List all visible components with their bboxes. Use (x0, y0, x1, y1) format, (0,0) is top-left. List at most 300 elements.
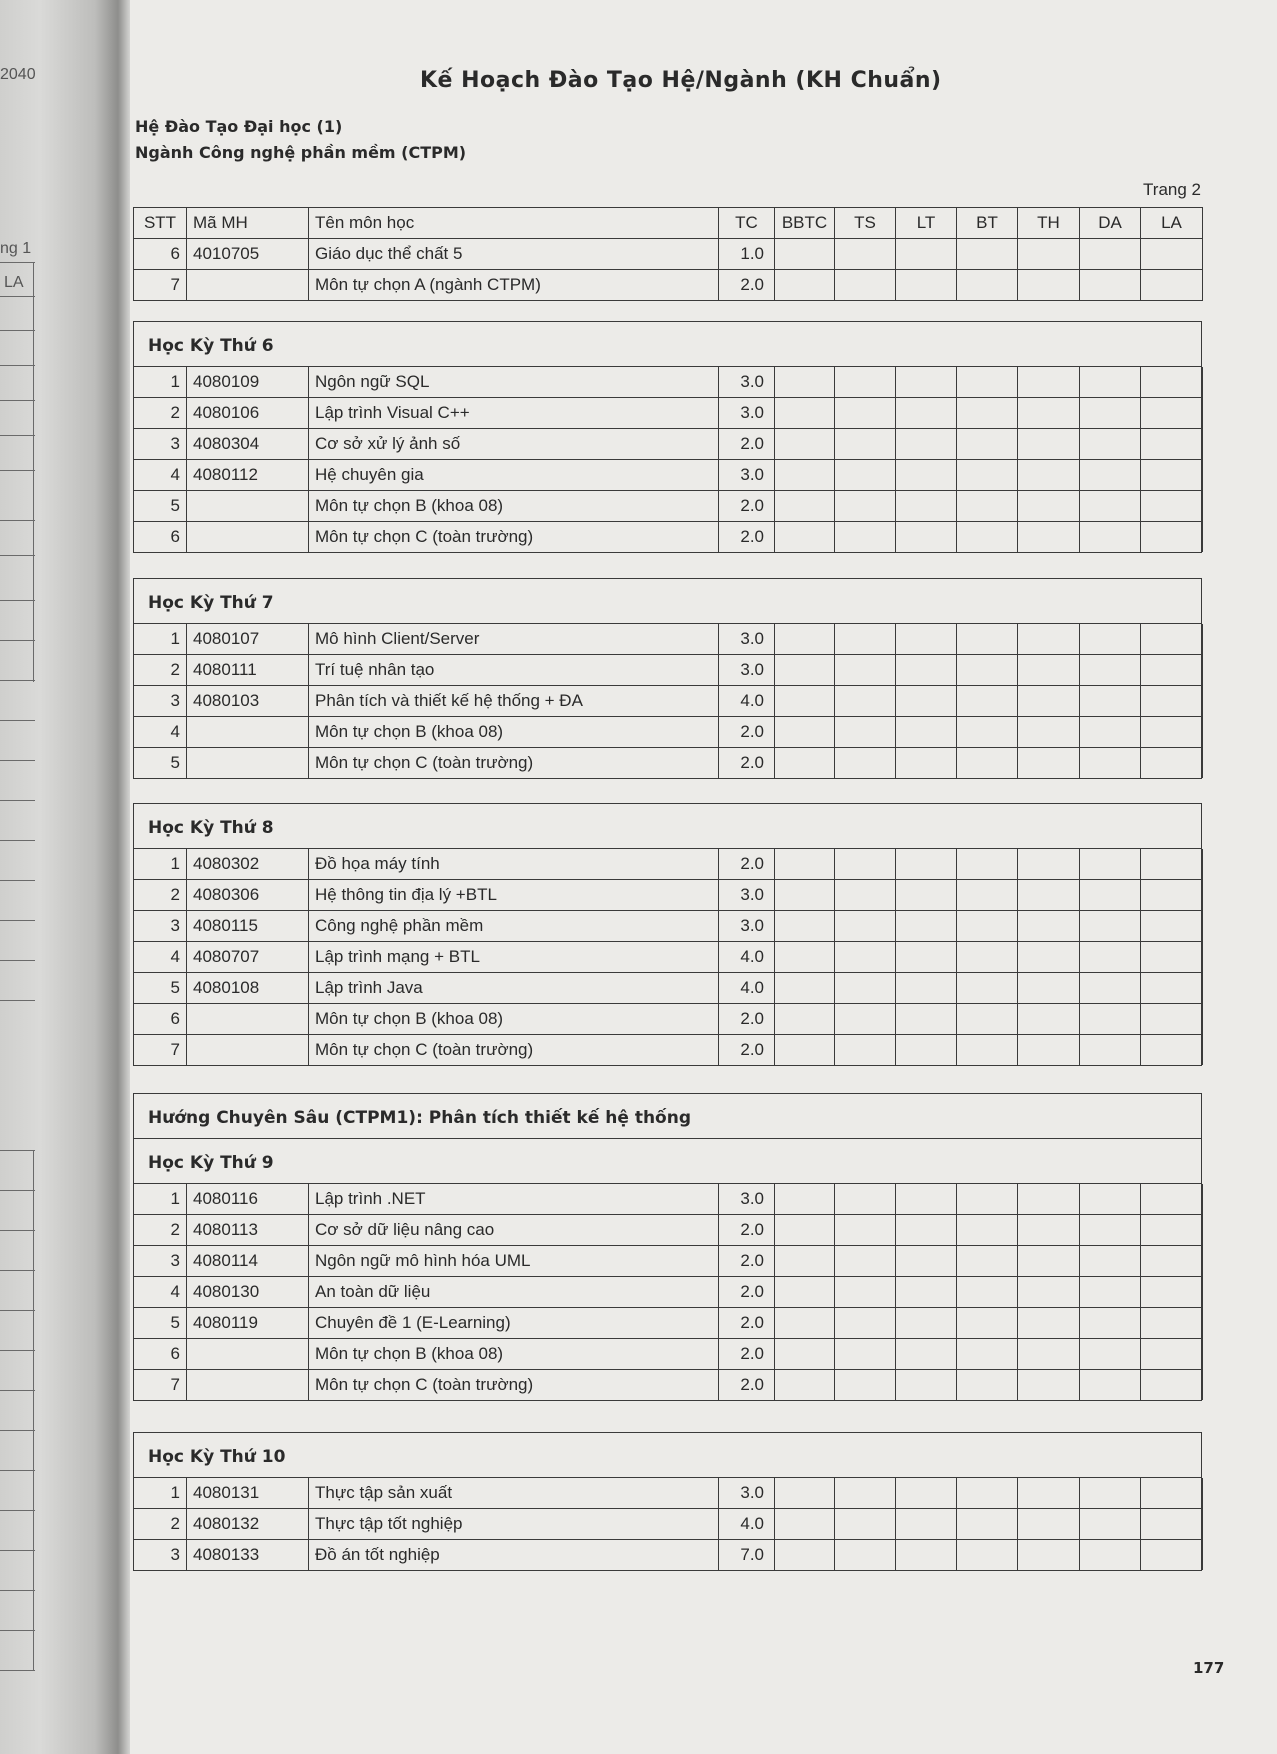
th-cell (1018, 624, 1080, 655)
credits: 2.0 (719, 1339, 775, 1370)
course-name: Đồ họa máy tính (309, 849, 719, 880)
course-row (134, 973, 1203, 1004)
course-code: 4080116 (187, 1184, 309, 1215)
bt-cell (957, 460, 1018, 491)
course-row (134, 1035, 1203, 1066)
course-table (133, 849, 1203, 1065)
credits: 2.0 (719, 270, 775, 301)
da-cell (1080, 1509, 1141, 1540)
bt-cell (957, 849, 1018, 880)
bbtc-cell (775, 1308, 835, 1339)
course-code: 4080306 (187, 880, 309, 911)
course-name: Môn tự chọn B (khoa 08) (309, 717, 719, 748)
row-number: 1 (134, 367, 187, 398)
course-row (134, 942, 1203, 973)
course-code: 4080108 (187, 973, 309, 1004)
semester-title: Học Kỳ Thứ 10 (134, 1433, 1201, 1478)
course-name: Mô hình Client/Server (309, 624, 719, 655)
la-cell (1141, 911, 1203, 942)
bt-cell (957, 717, 1018, 748)
bt-cell (957, 686, 1018, 717)
th-cell (1018, 717, 1080, 748)
bbtc-cell (775, 460, 835, 491)
la-cell (1141, 748, 1203, 779)
row-number: 7 (134, 1035, 187, 1066)
course-code: 4080304 (187, 429, 309, 460)
column-header: TH (1018, 208, 1080, 239)
bbtc-cell (775, 1004, 835, 1035)
course-code (187, 748, 309, 779)
th-cell (1018, 429, 1080, 460)
da-cell (1080, 1277, 1141, 1308)
semester-title: Học Kỳ Thứ 8 (134, 804, 1201, 849)
lt-cell (896, 1277, 957, 1308)
bt-cell (957, 911, 1018, 942)
th-cell (1018, 1184, 1080, 1215)
ts-cell (835, 1246, 896, 1277)
credits: 2.0 (719, 1004, 775, 1035)
la-cell (1141, 1370, 1203, 1401)
specialization-title: Hướng Chuyên Sâu (CTPM1): Phân tích thiết kế hệ thống (134, 1094, 1201, 1139)
course-code (187, 1370, 309, 1401)
ts-cell (835, 491, 896, 522)
bt-cell (957, 491, 1018, 522)
lt-cell (896, 1478, 957, 1509)
bt-cell (957, 1246, 1018, 1277)
row-number: 5 (134, 491, 187, 522)
credits: 2.0 (719, 717, 775, 748)
bt-cell (957, 973, 1018, 1004)
th-cell (1018, 398, 1080, 429)
course-name: Giáo dục thể chất 5 (309, 239, 719, 270)
da-cell (1080, 686, 1141, 717)
course-name: Trí tuệ nhân tạo (309, 655, 719, 686)
da-cell (1080, 911, 1141, 942)
column-header-row (134, 208, 1203, 239)
da-cell (1080, 1540, 1141, 1571)
course-name: Lập trình .NET (309, 1184, 719, 1215)
da-cell (1080, 1370, 1141, 1401)
ts-cell (835, 748, 896, 779)
course-row (134, 1478, 1203, 1509)
th-cell (1018, 973, 1080, 1004)
course-row (134, 748, 1203, 779)
credits: 3.0 (719, 911, 775, 942)
bt-cell (957, 239, 1018, 270)
course-code: 4080119 (187, 1308, 309, 1339)
bbtc-cell (775, 973, 835, 1004)
la-cell (1141, 655, 1203, 686)
lt-cell (896, 1246, 957, 1277)
course-row (134, 1215, 1203, 1246)
course-name: An toàn dữ liệu (309, 1277, 719, 1308)
bt-cell (957, 748, 1018, 779)
bbtc-cell (775, 1540, 835, 1571)
course-code: 4010705 (187, 239, 309, 270)
th-cell (1018, 911, 1080, 942)
th-cell (1018, 491, 1080, 522)
ts-cell (835, 239, 896, 270)
lt-cell (896, 1215, 957, 1246)
semester-8-section (133, 803, 1202, 1066)
da-cell (1080, 880, 1141, 911)
bbtc-cell (775, 942, 835, 973)
credits: 2.0 (719, 522, 775, 553)
bbtc-cell (775, 522, 835, 553)
course-name: Lập trình Java (309, 973, 719, 1004)
lt-cell (896, 849, 957, 880)
bt-cell (957, 1540, 1018, 1571)
course-name: Thực tập tốt nghiệp (309, 1509, 719, 1540)
ts-cell (835, 973, 896, 1004)
bbtc-cell (775, 367, 835, 398)
ts-cell (835, 1215, 896, 1246)
la-cell (1141, 367, 1203, 398)
ts-cell (835, 1277, 896, 1308)
bbtc-cell (775, 624, 835, 655)
row-number: 6 (134, 1004, 187, 1035)
bbtc-cell (775, 270, 835, 301)
da-cell (1080, 748, 1141, 779)
lt-cell (896, 624, 957, 655)
bbtc-cell (775, 880, 835, 911)
course-code: 4080131 (187, 1478, 309, 1509)
specialization-section (133, 1093, 1202, 1401)
row-number: 3 (134, 429, 187, 460)
th-cell (1018, 1339, 1080, 1370)
course-row (134, 655, 1203, 686)
lt-cell (896, 522, 957, 553)
course-name: Môn tự chọn B (khoa 08) (309, 1339, 719, 1370)
credits: 4.0 (719, 686, 775, 717)
course-table (133, 367, 1203, 552)
column-header: TS (835, 208, 896, 239)
bt-cell (957, 624, 1018, 655)
ts-cell (835, 270, 896, 301)
da-cell (1080, 491, 1141, 522)
course-name: Môn tự chọn C (toàn trường) (309, 1035, 719, 1066)
row-number: 4 (134, 942, 187, 973)
course-code (187, 1339, 309, 1370)
credits: 2.0 (719, 1308, 775, 1339)
lt-cell (896, 655, 957, 686)
course-row (134, 522, 1203, 553)
credits: 3.0 (719, 1478, 775, 1509)
bbtc-cell (775, 717, 835, 748)
course-name: Môn tự chọn A (ngành CTPM) (309, 270, 719, 301)
row-number: 5 (134, 1308, 187, 1339)
ts-cell (835, 686, 896, 717)
course-row (134, 398, 1203, 429)
th-cell (1018, 686, 1080, 717)
da-cell (1080, 398, 1141, 429)
row-number: 2 (134, 1509, 187, 1540)
th-cell (1018, 748, 1080, 779)
da-cell (1080, 429, 1141, 460)
course-row (134, 849, 1203, 880)
lt-cell (896, 1184, 957, 1215)
major-label: Ngành Công nghệ phần mềm (CTPM) (135, 143, 467, 162)
column-header: Tên môn học (309, 208, 719, 239)
da-cell (1080, 1184, 1141, 1215)
bt-cell (957, 1478, 1018, 1509)
da-cell (1080, 1308, 1141, 1339)
lt-cell (896, 270, 957, 301)
credits: 4.0 (719, 1509, 775, 1540)
course-code (187, 717, 309, 748)
lt-cell (896, 239, 957, 270)
course-name: Môn tự chọn C (toàn trường) (309, 522, 719, 553)
la-cell (1141, 1277, 1203, 1308)
credits: 2.0 (719, 849, 775, 880)
course-code (187, 270, 309, 301)
la-cell (1141, 398, 1203, 429)
row-number: 2 (134, 655, 187, 686)
ts-cell (835, 655, 896, 686)
course-row (134, 460, 1203, 491)
course-code: 4080106 (187, 398, 309, 429)
lt-cell (896, 880, 957, 911)
da-cell (1080, 717, 1141, 748)
lt-cell (896, 686, 957, 717)
bbtc-cell (775, 398, 835, 429)
th-cell (1018, 655, 1080, 686)
la-cell (1141, 1308, 1203, 1339)
da-cell (1080, 1478, 1141, 1509)
course-code: 4080132 (187, 1509, 309, 1540)
row-number: 4 (134, 460, 187, 491)
course-name: Công nghệ phần mềm (309, 911, 719, 942)
course-row (134, 624, 1203, 655)
credits: 3.0 (719, 1184, 775, 1215)
course-code: 4080112 (187, 460, 309, 491)
bt-cell (957, 522, 1018, 553)
column-header: Mã MH (187, 208, 309, 239)
th-cell (1018, 849, 1080, 880)
course-row (134, 686, 1203, 717)
course-table (133, 1478, 1203, 1570)
bt-cell (957, 398, 1018, 429)
bt-cell (957, 1035, 1018, 1066)
row-number: 1 (134, 849, 187, 880)
da-cell (1080, 239, 1141, 270)
th-cell (1018, 942, 1080, 973)
course-code: 4080114 (187, 1246, 309, 1277)
bt-cell (957, 270, 1018, 301)
bt-cell (957, 1277, 1018, 1308)
course-name: Phân tích và thiết kế hệ thống + ĐA (309, 686, 719, 717)
column-header: LT (896, 208, 957, 239)
lt-cell (896, 1370, 957, 1401)
bbtc-cell (775, 911, 835, 942)
ts-cell (835, 911, 896, 942)
da-cell (1080, 1215, 1141, 1246)
bbtc-cell (775, 1246, 835, 1277)
la-cell (1141, 624, 1203, 655)
course-code: 4080113 (187, 1215, 309, 1246)
bbtc-cell (775, 429, 835, 460)
la-cell (1141, 1339, 1203, 1370)
credits: 3.0 (719, 460, 775, 491)
row-number: 7 (134, 1370, 187, 1401)
page-number: 177 (1193, 1659, 1225, 1677)
bbtc-cell (775, 1509, 835, 1540)
bt-cell (957, 880, 1018, 911)
course-header-table (133, 207, 1203, 301)
th-cell (1018, 522, 1080, 553)
th-cell (1018, 1035, 1080, 1066)
credits: 4.0 (719, 942, 775, 973)
semester-title: Học Kỳ Thứ 6 (134, 322, 1201, 367)
gutter-label: ng 1 (0, 240, 32, 257)
lt-cell (896, 1035, 957, 1066)
course-name: Hệ thông tin địa lý +BTL (309, 880, 719, 911)
credits: 3.0 (719, 367, 775, 398)
ts-cell (835, 1308, 896, 1339)
ts-cell (835, 367, 896, 398)
row-number: 5 (134, 748, 187, 779)
th-cell (1018, 1540, 1080, 1571)
semester-title: Học Kỳ Thứ 9 (134, 1139, 1201, 1184)
lt-cell (896, 717, 957, 748)
course-row (134, 1308, 1203, 1339)
bbtc-cell (775, 748, 835, 779)
page-title: Kế Hoạch Đào Tạo Hệ/Ngành (KH Chuẩn) (420, 68, 942, 93)
course-code (187, 522, 309, 553)
th-cell (1018, 1246, 1080, 1277)
la-cell (1141, 717, 1203, 748)
course-code (187, 1004, 309, 1035)
th-cell (1018, 1370, 1080, 1401)
course-code: 4080302 (187, 849, 309, 880)
semester-7-section (133, 578, 1202, 779)
credits: 3.0 (719, 398, 775, 429)
row-number: 3 (134, 686, 187, 717)
ts-cell (835, 942, 896, 973)
da-cell (1080, 849, 1141, 880)
bt-cell (957, 1339, 1018, 1370)
bbtc-cell (775, 1215, 835, 1246)
course-row (134, 491, 1203, 522)
bbtc-cell (775, 239, 835, 270)
course-name: Môn tự chọn C (toàn trường) (309, 748, 719, 779)
lt-cell (896, 1308, 957, 1339)
da-cell (1080, 973, 1141, 1004)
la-cell (1141, 1215, 1203, 1246)
course-row (134, 270, 1203, 301)
ts-cell (835, 1339, 896, 1370)
la-cell (1141, 460, 1203, 491)
course-row (134, 880, 1203, 911)
la-cell (1141, 1478, 1203, 1509)
course-name: Môn tự chọn B (khoa 08) (309, 1004, 719, 1035)
course-row (134, 1004, 1203, 1035)
lt-cell (896, 1540, 957, 1571)
course-name: Cơ sở dữ liệu nâng cao (309, 1215, 719, 1246)
bbtc-cell (775, 655, 835, 686)
semester-6-section (133, 321, 1202, 553)
row-number: 4 (134, 1277, 187, 1308)
bbtc-cell (775, 1184, 835, 1215)
da-cell (1080, 1004, 1141, 1035)
credits: 2.0 (719, 491, 775, 522)
course-name: Ngôn ngữ SQL (309, 367, 719, 398)
da-cell (1080, 367, 1141, 398)
gutter-code: 2040 (0, 66, 36, 83)
program-label: Hệ Đào Tạo Đại học (1) (135, 117, 343, 136)
course-row (134, 367, 1203, 398)
lt-cell (896, 491, 957, 522)
credits: 3.0 (719, 655, 775, 686)
course-name: Hệ chuyên gia (309, 460, 719, 491)
th-cell (1018, 460, 1080, 491)
ts-cell (835, 522, 896, 553)
course-code (187, 1035, 309, 1066)
lt-cell (896, 1339, 957, 1370)
bt-cell (957, 1509, 1018, 1540)
semester-10-section (133, 1432, 1202, 1571)
course-row (134, 1370, 1203, 1401)
row-number: 5 (134, 973, 187, 1004)
course-name: Lập trình mạng + BTL (309, 942, 719, 973)
ts-cell (835, 880, 896, 911)
lt-cell (896, 1509, 957, 1540)
la-cell (1141, 270, 1203, 301)
ts-cell (835, 429, 896, 460)
lt-cell (896, 460, 957, 491)
ts-cell (835, 1184, 896, 1215)
column-header: TC (719, 208, 775, 239)
course-table (133, 624, 1203, 778)
da-cell (1080, 270, 1141, 301)
bbtc-cell (775, 1035, 835, 1066)
course-row (134, 239, 1203, 270)
column-header: DA (1080, 208, 1141, 239)
credits: 7.0 (719, 1540, 775, 1571)
ts-cell (835, 1004, 896, 1035)
credits: 2.0 (719, 1370, 775, 1401)
row-number: 1 (134, 1184, 187, 1215)
course-row (134, 1246, 1203, 1277)
la-cell (1141, 1509, 1203, 1540)
bbtc-cell (775, 686, 835, 717)
bbtc-cell (775, 1277, 835, 1308)
ts-cell (835, 398, 896, 429)
credits: 2.0 (719, 1246, 775, 1277)
page-label: Trang 2 (1143, 180, 1201, 199)
la-cell (1141, 942, 1203, 973)
course-name: Lập trình Visual C++ (309, 398, 719, 429)
lt-cell (896, 973, 957, 1004)
la-cell (1141, 973, 1203, 1004)
la-cell (1141, 880, 1203, 911)
bbtc-cell (775, 1339, 835, 1370)
course-name: Môn tự chọn C (toàn trường) (309, 1370, 719, 1401)
lt-cell (896, 911, 957, 942)
bt-cell (957, 1215, 1018, 1246)
credits: 1.0 (719, 239, 775, 270)
la-cell (1141, 1184, 1203, 1215)
bbtc-cell (775, 1370, 835, 1401)
da-cell (1080, 460, 1141, 491)
lt-cell (896, 942, 957, 973)
bt-cell (957, 1308, 1018, 1339)
gutter-label: LA (4, 274, 24, 291)
course-code: 4080133 (187, 1540, 309, 1571)
da-cell (1080, 1246, 1141, 1277)
row-number: 1 (134, 624, 187, 655)
course-name: Chuyên đề 1 (E-Learning) (309, 1308, 719, 1339)
